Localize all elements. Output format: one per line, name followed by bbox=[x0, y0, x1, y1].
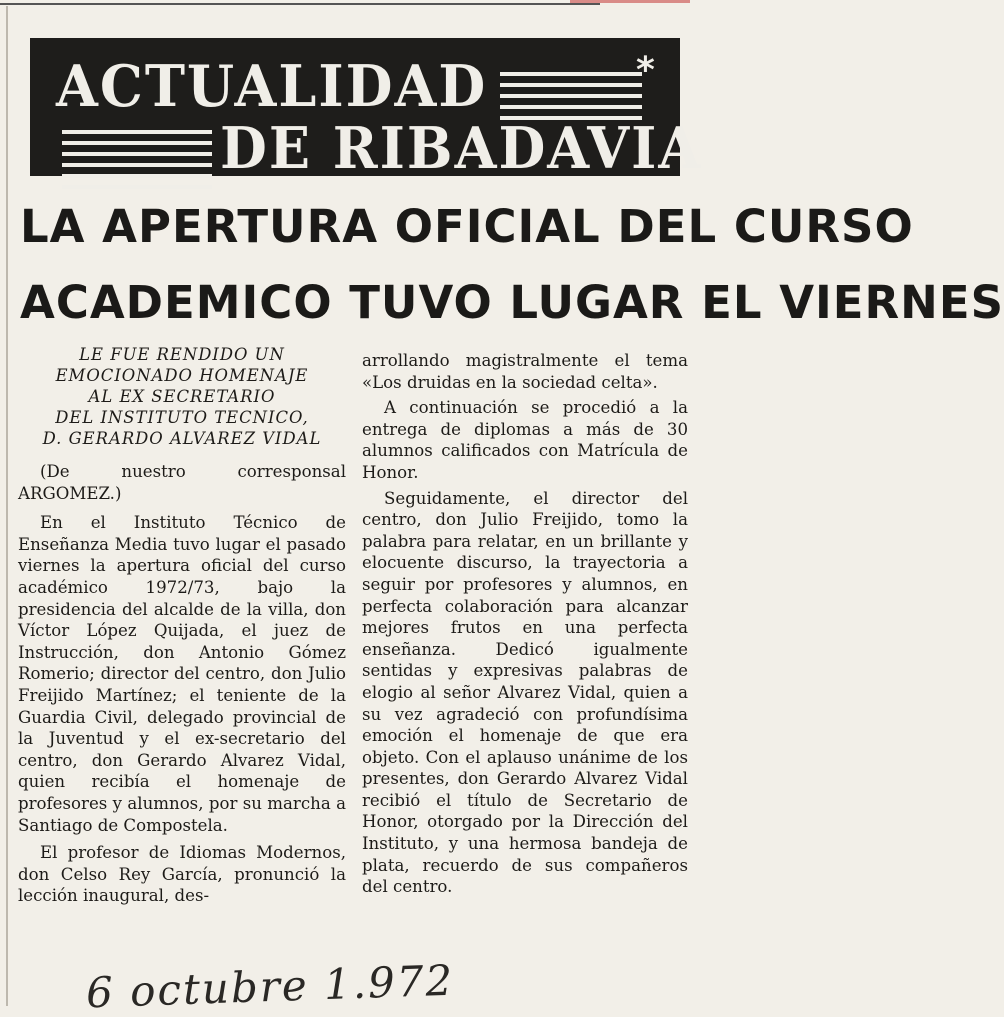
paragraph: A continuación se procedió a la entrega de diplomas a más de 30 alumnos calificados con Matrícula de Honor. bbox=[362, 398, 688, 482]
byline: (De nuestro corresponsal ARGOMEZ.) bbox=[18, 462, 346, 503]
subhead-line: AL EX SECRETARIO bbox=[88, 387, 276, 406]
paragraph: arrollando magistralmente el tema «Los druidas en la sociedad celta». bbox=[362, 351, 688, 392]
banner-title-line2: DE RIBADAVIA bbox=[220, 114, 703, 182]
handwritten-date: 6 octubre 1.972 bbox=[85, 955, 455, 1017]
asterisk-icon: * bbox=[636, 50, 655, 91]
subhead-line: DEL INSTITUTO TECNICO, bbox=[55, 408, 309, 427]
article-column-left bbox=[18, 344, 346, 913]
subhead-line: LE FUE RENDIDO UN bbox=[79, 345, 285, 364]
subhead-line: D. GERARDO ALVAREZ VIDAL bbox=[42, 429, 322, 448]
headline-line1: LA APERTURA OFICIAL DEL CURSO bbox=[20, 200, 914, 253]
paragraph: Seguidamente, el director del centro, don Julio Freijido, tomo la palabra para relatar, en un brillante y elocuente discurso, la trayectoria a seguir por profesores y alumnos, en perfecta colaboración para alcanzar mejores frutos en una perfecta enseñanza. Dedicó igualmente sentidas y expresivas palabras de elogio al señor Alvarez Vidal, quien a su vez agradeció con profundísima emoción el homenaje de que era objeto. Con el aplauso unánime de los presentes, don Gerardo Alvarez Vidal recibió el título de Secretario de Honor, otorgado por la Dirección del Instituto, y una hermosa bandeja de plata, recuerdo de sus compañeros del centro. bbox=[362, 488, 688, 897]
top-rule bbox=[0, 3, 600, 5]
subheadline bbox=[18, 344, 346, 449]
section-banner bbox=[30, 38, 703, 182]
clipping-edge bbox=[6, 6, 8, 1006]
banner-title-line1: ACTUALIDAD bbox=[56, 52, 488, 120]
paragraph: En el Instituto Técnico de Enseñanza Media tuvo lugar el pasado viernes la apertura oficial del curso académico 1972/73, bajo la presidencia del alcalde de la villa, don Víctor López Quijada, el juez de Instrucción, don Antonio Gómez Romerio; director del centro, don Julio Freijido Martínez; el teniente de la Guardia Civil, delegado provincial de la Juventud y el ex-secretario del centro, don Gerardo Alvarez Vidal, quien recibía el homenaje de profesores y alumnos, por su marcha a Santiago de Compostela. bbox=[18, 513, 346, 835]
banner-stripes-left bbox=[62, 130, 212, 196]
headline-line2: ACADEMICO TUVO LUGAR EL VIERNES bbox=[20, 276, 1004, 329]
subhead-line: EMOCIONADO HOMENAJE bbox=[55, 366, 309, 385]
article-column-right bbox=[362, 350, 688, 902]
paragraph: El profesor de Idiomas Modernos, don Celso Rey García, pronunció la lección inaugural, des- bbox=[18, 843, 346, 906]
red-mark bbox=[570, 0, 690, 3]
